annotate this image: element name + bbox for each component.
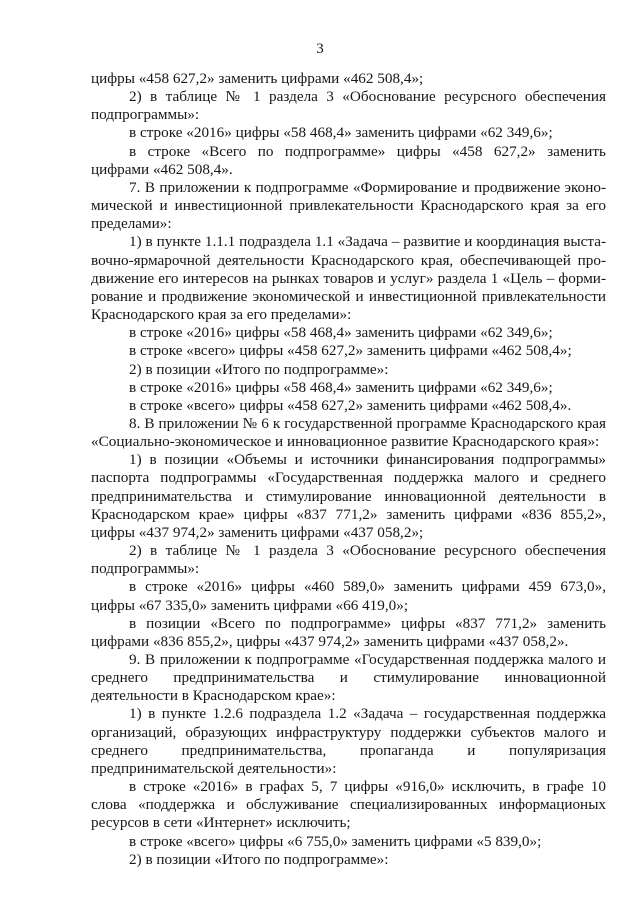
paragraph: 7. В приложении к подпрограмме «Формирование и продвижение экономической и инвестиционной привлекательности Краснодарского края за его пределами»: — [91, 178, 606, 233]
paragraph: в строке «всего» цифры «6 755,0» заменить цифрами «5 839,0»; — [129, 832, 542, 850]
paragraph: в строке «всего» цифры «458 627,2» заменить цифрами «462 508,4»; — [129, 342, 572, 360]
paragraph: 1) в пункте 1.1.1 подраздела 1.1 «Задача – развитие и координация выставочно-ярмарочной деятельности Краснодарского края, обеспечивающей продвижение его интересов на рынках товаров и услуг» раздела 1 «Цель – формирование и продвижение экономической и инвестиционной привлекательности Краснодарского края за его пределами»: — [91, 233, 606, 324]
paragraph: в строке «2016» цифры «460 589,0» заменить цифрами 459 673,0», цифры «67 335,0» заменить цифрами «66 419,0»; — [91, 578, 606, 614]
paragraph: в строке «2016» в графах 5, 7 цифры «916,0» исключить, в графе 10 слова «поддержка и обслуживание специализированных информационых ресурсов в сети «Интернет» исключить; — [91, 778, 606, 832]
paragraph: 1) в пункте 1.2.6 подраздела 1.2 «Задача – государственная поддержка организаций, образующих инфраструктуру поддержки субъектов малого и среднего предпринимательства, пропаганда и популяризация предпринимательской деятельности»: — [91, 705, 606, 777]
paragraph: в строке «2016» цифры «58 468,4» заменить цифрами «62 349,6»; — [129, 324, 553, 342]
paragraph: 2) в таблице № 1 раздела 3 «Обоснование ресурсного обеспечения подпрограммы»: — [91, 88, 606, 124]
document-body — [91, 70, 606, 869]
paragraph: в позиции «Всего по подпрограмме» цифры «837 771,2» заменить цифрами «836 855,2», цифры «437 974,2» заменить цифрами «437 058,2». — [91, 614, 606, 650]
paragraph: 1) в позиции «Объемы и источники финансирования подпрограммы» паспорта подпрограммы «Государственная поддержка малого и среднего предпринимательства и стимулирование инновационной деятельности в Краснодарском крае» цифры «837 771,2» заменить цифрами «836 855,2», цифры «437 974,2» заменить цифрами «437 058,2»; — [91, 451, 606, 541]
page-number: 3 — [316, 41, 324, 57]
paragraph: 9. В приложении к подпрограмме «Государственная поддержка малого и среднего предпринимательства и стимулирование инновационной деятельности в Краснодарском крае»: — [91, 651, 606, 705]
paragraph: в строке «2016» цифры «58 468,4» заменить цифрами «62 349,6»; — [129, 124, 553, 142]
paragraph: 2) в таблице № 1 раздела 3 «Обоснование ресурсного обеспечения подпрограммы»: — [91, 542, 606, 578]
paragraph: 2) в позиции «Итого по подпрограмме»: — [129, 360, 389, 378]
paragraph: цифры «458 627,2» заменить цифрами «462 508,4»; — [91, 70, 424, 87]
paragraph: в строке «Всего по подпрограмме» цифры «458 627,2» заменить цифрами «462 508,4». — [91, 142, 606, 178]
paragraph: в строке «2016» цифры «58 468,4» заменить цифрами «62 349,6»; — [129, 378, 553, 396]
paragraph: в строке «всего» цифры «458 627,2» заменить цифрами «462 508,4». — [129, 396, 572, 414]
paragraph: 8. В приложении № 6 к государственной программе Краснодарского края «Социально-экономическое и инновационное развитие Краснодарского края»: — [91, 414, 606, 451]
paragraph: 2) в позиции «Итого по подпрограмме»: — [129, 850, 389, 868]
